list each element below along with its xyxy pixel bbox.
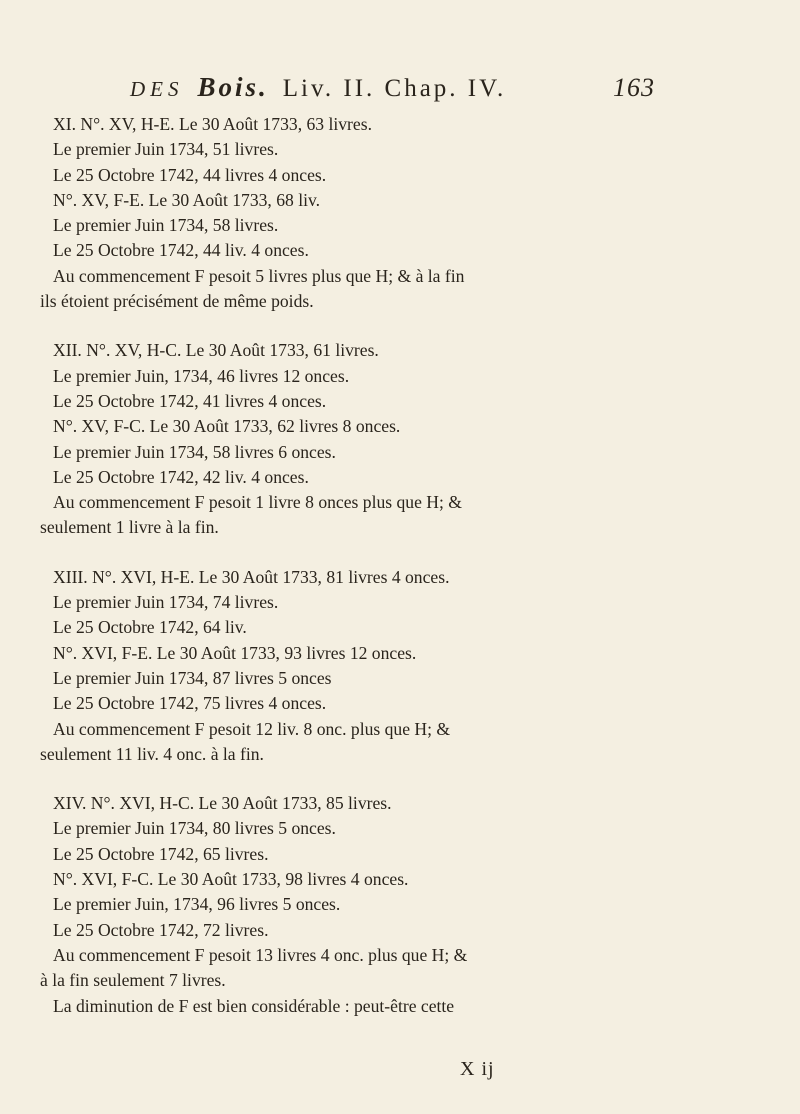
paragraph-gap [40, 541, 680, 565]
text-line: Le 25 Octobre 1742, 65 livres. [53, 843, 269, 864]
text-line: Le 25 Octobre 1742, 42 liv. 4 onces. [53, 466, 309, 487]
text-line: N°. XVI, F-E. Le 30 Août 1733, 93 livres 12 onces. [53, 642, 417, 663]
text-line: Au commencement F pesoit 13 livres 4 onc. plus que H; & [53, 944, 468, 965]
text-line: Le premier Juin 1734, 58 livres 6 onces. [53, 441, 336, 462]
text-line: Le 25 Octobre 1742, 44 livres 4 onces. [53, 164, 327, 185]
text-line: Le 25 Octobre 1742, 41 livres 4 onces. [53, 390, 327, 411]
text-line: N°. XVI, F-C. Le 30 Août 1733, 98 livres 4 onces. [53, 869, 409, 890]
text-line: XI. N°. XV, H-E. Le 30 Août 1733, 63 livres. [53, 114, 372, 134]
header-lead: DES [130, 77, 184, 101]
text-line: seulement 11 liv. 4 onc. à la fin. [40, 743, 264, 764]
text-line: N°. XV, F-E. Le 30 Août 1733, 68 liv. [53, 189, 321, 210]
text-line: Le premier Juin 1734, 74 livres. [53, 592, 279, 613]
text-line: Le 25 Octobre 1742, 44 liv. 4 onces. [53, 240, 309, 261]
text-line: à la fin seulement 7 livres. [40, 970, 226, 991]
header-title: Bois. [197, 72, 269, 102]
text-line: N°. XV, F-C. Le 30 Août 1733, 62 livres 8 onces. [53, 416, 401, 437]
text-line: Le premier Juin, 1734, 96 livres 5 onces. [53, 894, 341, 915]
text-line: Le 25 Octobre 1742, 75 livres 4 onces. [53, 693, 327, 714]
text-line: seulement 1 livre à la fin. [40, 517, 219, 538]
text-line: Le 25 Octobre 1742, 64 liv. [53, 617, 247, 638]
text-line: Le premier Juin 1734, 51 livres. [53, 139, 279, 160]
header-chapter: Liv. II. Chap. IV. [282, 75, 507, 102]
text-line: Au commencement F pesoit 1 livre 8 onces plus que H; & [53, 492, 462, 513]
running-header [130, 72, 655, 103]
paragraph-gap [40, 767, 680, 791]
text-line: Au commencement F pesoit 12 liv. 8 onc. plus que H; & [53, 718, 451, 739]
text-line: Au commencement F pesoit 5 livres plus que H; & à la fin [53, 265, 465, 286]
body-text [40, 112, 680, 1019]
page-number: 163 [613, 73, 655, 102]
paragraph-gap [40, 314, 680, 338]
text-line: Le premier Juin 1734, 87 livres 5 onces [53, 667, 332, 688]
text-line: Le premier Juin 1734, 80 livres 5 onces. [53, 818, 336, 839]
text-line: La diminution de F est bien considérable : peut-être cette [53, 995, 455, 1016]
text-line: ils étoient précisément de même poids. [40, 291, 314, 312]
text-line: XII. N°. XV, H-C. Le 30 Août 1733, 61 livres. [53, 340, 379, 361]
text-line: Le premier Juin 1734, 58 livres. [53, 215, 279, 236]
text-line: Le 25 Octobre 1742, 72 livres. [53, 919, 269, 940]
signature-mark: X ij [460, 1058, 495, 1080]
text-line: XIV. N°. XVI, H-C. Le 30 Août 1733, 85 livres. [53, 793, 392, 814]
text-line: XIII. N°. XVI, H-E. Le 30 Août 1733, 81 livres 4 onces. [53, 566, 450, 587]
text-line: Le premier Juin, 1734, 46 livres 12 onces. [53, 365, 350, 386]
